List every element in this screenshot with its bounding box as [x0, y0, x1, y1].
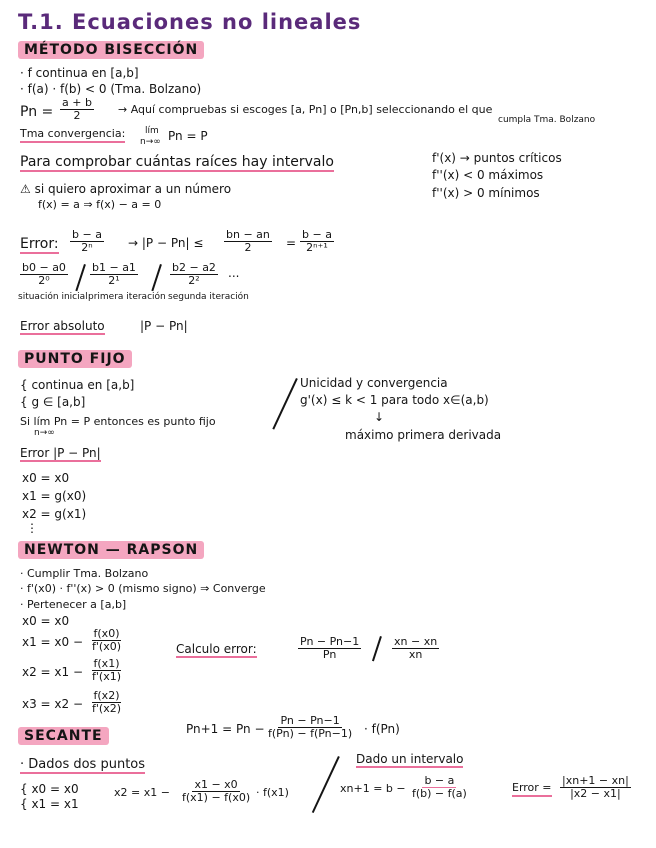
error-eq: = — [286, 236, 297, 250]
newton-step-2-fraction — [90, 658, 123, 683]
iter-fraction-1 — [90, 262, 138, 287]
newton-header: NEWTON — RAPSON — [18, 541, 204, 559]
pn-numerator: a + b — [62, 96, 92, 109]
iter-label-2: segunda iteración — [168, 292, 249, 302]
secante-formula-den: f(Pn) − f(Pn−1) — [268, 727, 353, 740]
newton-step-1-fraction — [90, 628, 123, 653]
newton-line-3: · Pertenecer a [a,b] — [20, 598, 127, 611]
biseccion-line-2: · f(a) · f(b) < 0 (Tma. Bolzano) — [20, 82, 202, 96]
newton-step-1-lhs: x1 = x0 − — [22, 635, 84, 649]
deriv-3: f''(x) > 0 mínimos — [432, 186, 540, 200]
newton-step-2-den: f'(x1) — [92, 670, 121, 683]
iter-0-den: 2⁰ — [38, 274, 50, 287]
error-f3-num: b − a — [302, 228, 332, 241]
newton-step-1-den: f'(x0) — [92, 640, 121, 653]
pf-error: Error |P − Pn| — [20, 446, 101, 460]
convergencia-sub: n→∞ — [140, 137, 161, 147]
pf-lim-sub: n→∞ — [34, 428, 55, 438]
pf-right-arrow: ↓ — [374, 410, 385, 424]
secante-x2-rhs: · f(x1) — [256, 786, 289, 799]
error-absoluto-expr: |P − Pn| — [140, 319, 188, 333]
pn-denominator: 2 — [73, 109, 81, 122]
calc-f1-den: Pn — [322, 648, 337, 661]
newton-step-2-num: f(x1) — [93, 657, 120, 670]
error-f1-den: 2ⁿ — [81, 241, 93, 254]
iter-2-num: b2 − a2 — [172, 261, 216, 274]
secante-error-label: Error = — [512, 781, 552, 797]
pf-seq-3: ⋮ — [26, 521, 38, 535]
secante-x2-lhs: x2 = x1 − — [114, 786, 170, 799]
pn-fraction — [60, 97, 94, 122]
secante-formula-num: Pn − Pn−1 — [280, 714, 340, 727]
error-fraction-2 — [224, 229, 272, 254]
secante-header: SECANTE — [18, 727, 109, 745]
deriv-1: f'(x) → puntos críticos — [432, 151, 562, 165]
pn-label: Pn = — [20, 104, 54, 120]
secante-pt-0: { x0 = x0 — [20, 782, 79, 796]
pf-line-1: { continua en [a,b] — [20, 378, 135, 392]
pf-right-2: g'(x) ≤ k < 1 para todo x∈(a,b) — [300, 393, 489, 407]
iter-0-num: b0 − a0 — [22, 261, 66, 274]
iter-dots: ... — [228, 266, 240, 280]
deriv-2: f''(x) < 0 máximos — [432, 168, 544, 182]
iter-2-den: 2² — [188, 274, 200, 287]
secante-pt-1: { x1 = x1 — [20, 797, 79, 811]
newton-line-1: · Cumplir Tma. Bolzano — [20, 567, 149, 580]
newton-step-2-lhs: x2 = x1 − — [22, 665, 84, 679]
newton-step-3-fraction — [90, 690, 123, 715]
newton-step-1-num: f(x0) — [93, 627, 120, 640]
raices-line: Para comprobar cuántas raíces hay intervalo — [20, 154, 334, 170]
iter-fraction-2 — [170, 262, 218, 287]
iter-1-den: 2¹ — [108, 274, 120, 287]
aprox-line-2: f(x) = a ⇒ f(x) − a = 0 — [38, 198, 162, 211]
calc-f2-den: xn — [408, 648, 423, 661]
convergencia-lim: lím — [145, 126, 159, 136]
calc-f1-num: Pn − Pn−1 — [300, 635, 360, 648]
secante-formula-fraction — [266, 715, 354, 740]
iter-label-1: primera iteración — [88, 292, 166, 302]
error-fraction-3 — [300, 229, 334, 254]
secante-error-den: |x2 − x1| — [570, 787, 621, 800]
biseccion-line-1: · f continua en [a,b] — [20, 66, 139, 80]
error-f3-den: 2ⁿ⁺¹ — [306, 241, 328, 254]
calc-f2-num: xn − xn — [394, 635, 438, 648]
secante-x2-den: f(x1) − f(x0) — [182, 791, 251, 804]
pf-line-2: { g ∈ [a,b] — [20, 395, 86, 409]
dado-intervalo: Dado un intervalo — [356, 752, 464, 766]
error-f2-num: bn − an — [226, 228, 270, 241]
error-mid: → |P − Pn| ≤ — [128, 236, 204, 250]
secante-error-num: |xn+1 − xn| — [562, 774, 629, 787]
newton-x0: x0 = x0 — [22, 614, 70, 628]
newton-step-3-num: f(x2) — [93, 689, 120, 702]
secante-formula-rhs: · f(Pn) — [364, 722, 400, 736]
secante-formula-lhs: Pn+1 = Pn − — [186, 722, 265, 736]
pn-note-2: cumpla Tma. Bolzano — [498, 115, 596, 125]
calc-separator — [372, 636, 382, 661]
error-fraction-1 — [70, 229, 104, 254]
convergencia-expr: Pn = P — [168, 129, 208, 143]
aprox-line: ⚠ si quiero aproximar a un número — [20, 182, 232, 196]
page-title: T.1. Ecuaciones no lineales — [18, 10, 362, 34]
secante-xn-den: f(b) − f(a) — [412, 787, 467, 800]
newton-line-2: · f'(x0) · f''(x) > 0 (mismo signo) ⇒ Converge — [20, 582, 266, 595]
calc-error-label: Calculo error: — [176, 642, 257, 656]
biseccion-header: MÉTODO BISECCIÓN — [18, 41, 204, 59]
calc-fraction-1 — [298, 636, 361, 661]
pn-note: → Aquí compruebas si escoges [a, Pn] o [Pn,b] seleccionando el que — [118, 103, 493, 116]
dados-puntos: · Dados dos puntos — [20, 757, 146, 772]
convergencia-label: Tma convergencia: — [20, 127, 125, 143]
secante-divider — [312, 756, 340, 813]
pf-lim-line: Si lím Pn = P entonces es punto fijo — [20, 415, 216, 428]
pf-right-1: Unicidad y convergencia — [300, 376, 448, 390]
error-label: Error: — [20, 236, 59, 252]
iter-1-num: b1 − a1 — [92, 261, 136, 274]
newton-step-3-lhs: x3 = x2 − — [22, 697, 84, 711]
iter-separator-1 — [75, 264, 86, 291]
error-absoluto-label: Error absoluto — [20, 319, 105, 333]
newton-step-3-den: f'(x2) — [92, 702, 121, 715]
error-f2-den: 2 — [244, 241, 252, 254]
pf-right-3: máximo primera derivada — [345, 428, 502, 442]
punto-fijo-header: PUNTO FIJO — [18, 350, 132, 368]
secante-x2-num: x1 − x0 — [194, 778, 238, 791]
secante-x2-fraction — [180, 779, 252, 804]
iter-fraction-0 — [20, 262, 68, 287]
error-f1-num: b − a — [72, 228, 102, 241]
pf-divider — [272, 378, 297, 430]
secante-error-fraction — [560, 775, 631, 800]
iter-separator-2 — [151, 264, 162, 291]
secante-xn-lhs: xn+1 = b − — [340, 782, 406, 795]
calc-fraction-2 — [392, 636, 439, 661]
pf-seq-0: x0 = x0 — [22, 471, 70, 485]
secante-xn-num: b − a — [424, 774, 455, 787]
pf-seq-2: x2 = g(x1) — [22, 507, 87, 521]
pf-seq-1: x1 = g(x0) — [22, 489, 87, 503]
secante-xn-fraction — [410, 775, 469, 800]
iter-label-0: situación inicial — [18, 292, 88, 302]
